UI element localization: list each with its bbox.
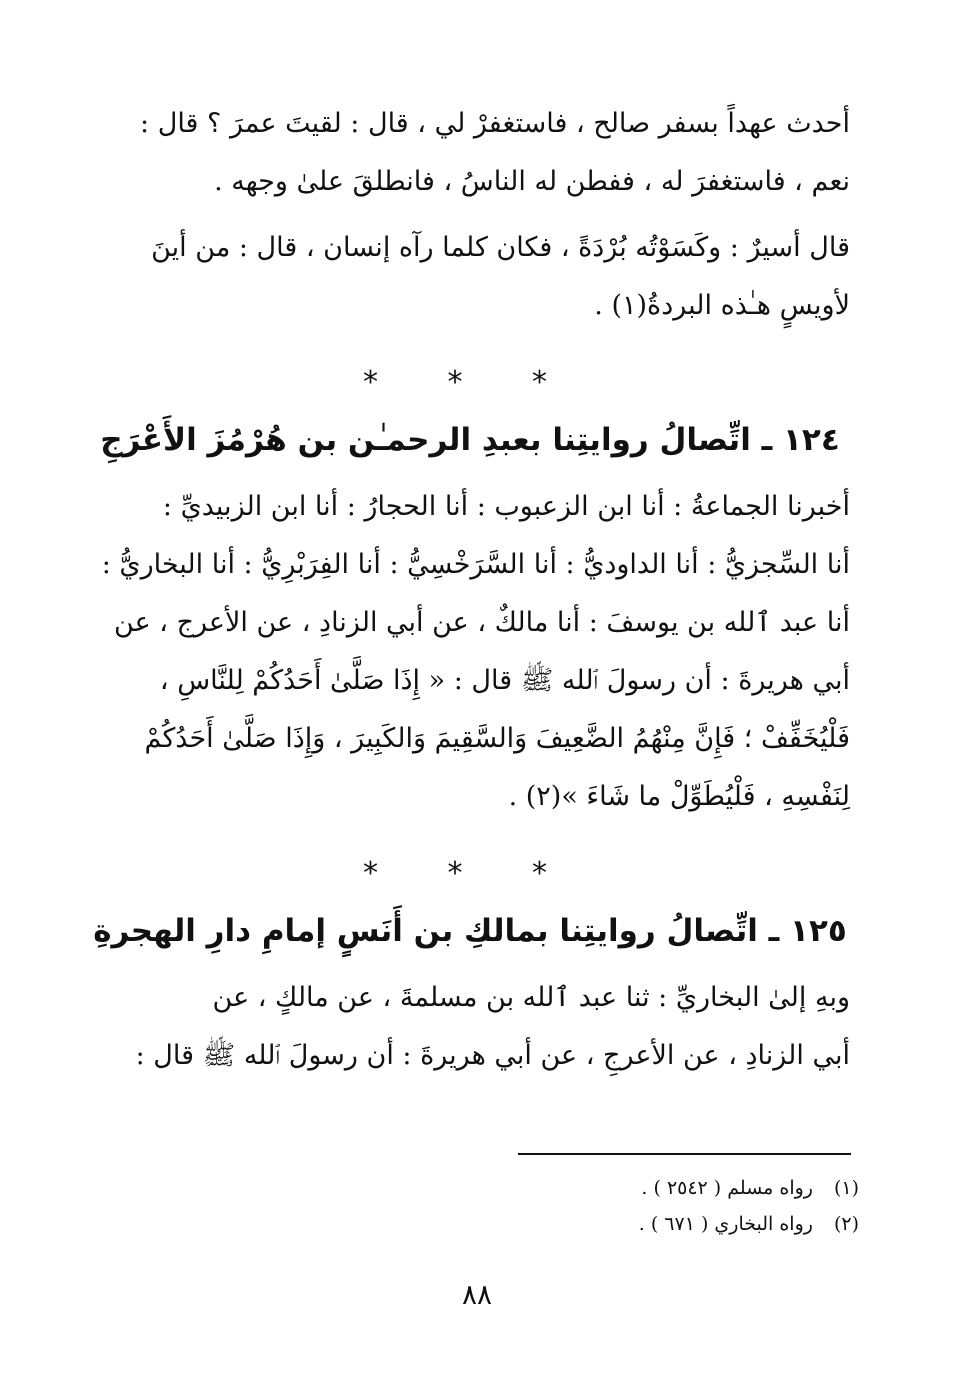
text-line: لِنَفْسِهِ ، فَلْيُطَوِّلْ ما شَاءَ »(٢) . bbox=[508, 781, 850, 812]
footnote-number: (٢) bbox=[833, 1213, 859, 1235]
footnote-number: (١) bbox=[833, 1177, 859, 1199]
text-line: أنا عبد ٱلله بن يوسفَ : أنا مالكٌ ، عن أبي الزنادِ ، عن الأعرج ، عن bbox=[114, 607, 850, 638]
text-line: لأويسٍ هـٰذه البردةُ(١) . bbox=[594, 290, 850, 321]
section-124-text bbox=[90, 478, 850, 826]
paragraph-1 bbox=[90, 95, 850, 211]
section-heading-124: ١٢٤ ـ اتِّصالُ روايتِنا بعبدِ الرحمـٰن بن هُرْمُزَ الأَعْرَجِ bbox=[100, 422, 840, 458]
text-line: فَلْيُخَفِّفْ ؛ فَإِنَّ مِنْهُمُ الضَّعِيفَ وَالسَّقِيمَ وَالكَبِيرَ ، وَإِذَا صَلَّىٰ أَحَدُكُمْ bbox=[144, 723, 850, 754]
footnote-2 bbox=[359, 1206, 859, 1242]
text-line: وبهِ إلىٰ البخاريِّ : ثنا عبد ٱلله بن مسلمةَ ، عن مالكٍ ، عن bbox=[212, 982, 850, 1013]
text-line: قال أسيرٌ : وكَسَوْتُه بُرْدَةً ، فكان كلما رآه إنسان ، قال : من أينَ bbox=[151, 232, 850, 263]
footnote-divider bbox=[518, 1153, 851, 1155]
footnotes bbox=[359, 1170, 859, 1242]
section-heading-125: ١٢٥ ـ اتِّصالُ روايتِنا بمالكِ بن أَنَسٍ إمامِ دارِ الهجرةِ bbox=[93, 913, 847, 949]
text-line: أحدث عهداً بسفر صالح ، فاستغفرْ لي ، قال : لقيتَ عمرَ ؟ قال : bbox=[140, 108, 850, 139]
section-separator: * * * bbox=[362, 365, 578, 400]
text-line: نعم ، فاستغفرَ له ، ففطن له الناسُ ، فانطلقَ علىٰ وجهه . bbox=[214, 166, 850, 197]
page-number: ٨٨ bbox=[461, 1278, 493, 1311]
section-separator: * * * bbox=[362, 856, 578, 891]
section-125-text bbox=[90, 969, 850, 1085]
footnote-1 bbox=[359, 1170, 859, 1206]
text-line: أخبرنا الجماعةُ : أنا ابن الزعبوب : أنا الحجارُ : أنا ابن الزبيديِّ : bbox=[162, 491, 850, 522]
text-line: أنا السِّجزيُّ : أنا الداوديُّ : أنا السَّرَخْسِيُّ : أنا الفِرَبْرِيُّ : أنا البخاريُّ : bbox=[101, 549, 850, 580]
paragraph-2 bbox=[90, 219, 850, 335]
page-body bbox=[90, 95, 850, 1085]
text-line: أبي الزنادِ ، عن الأعرجِ ، عن أبي هريرةَ : أن رسولَ ٱلله ﷺ قال : bbox=[135, 1040, 850, 1071]
footnote-text: رواه البخاري ( ٦٧١ ) . bbox=[638, 1213, 813, 1235]
footnote-text: رواه مسلم ( ٢٥٤٢ ) . bbox=[641, 1177, 813, 1199]
text-line: أبي هريرةَ : أن رسولَ ٱلله ﷺ قال : « إِذَا صَلَّىٰ أَحَدُكُمْ لِلنَّاسِ ، bbox=[159, 665, 850, 696]
